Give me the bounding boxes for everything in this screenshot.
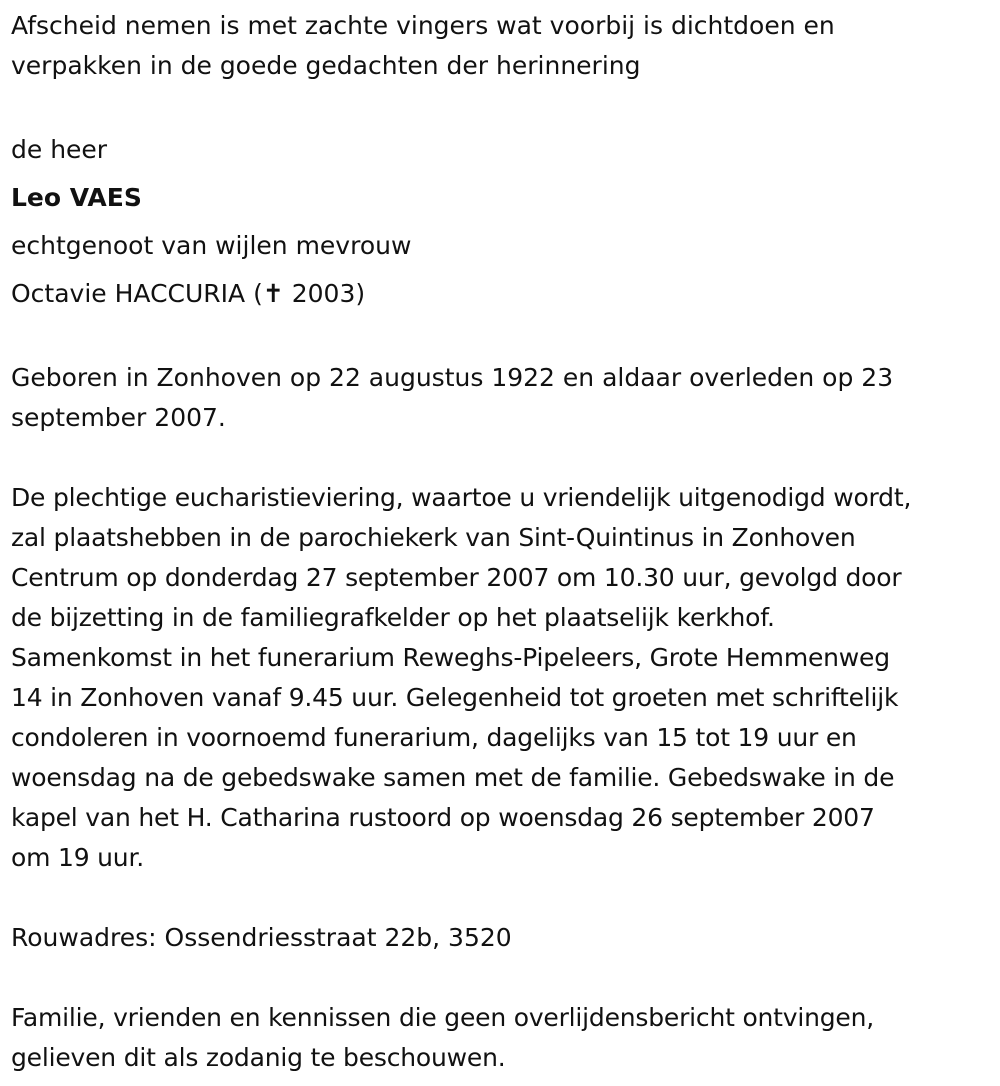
notice-line: gelieven dit als zodanig te beschouwen. <box>11 1043 506 1072</box>
ceremony-line: woensdag na de gebedswake samen met de familie. Gebedswake in de <box>11 763 895 792</box>
quote-line: verpakken in de goede gedachten der herinnering <box>11 51 641 80</box>
ceremony-line: Centrum op donderdag 27 september 2007 om 10.30 uur, gevolgd door <box>11 563 902 592</box>
deceased-block <box>11 126 988 318</box>
quote-block <box>11 6 988 86</box>
ceremony-line: om 19 uur. <box>11 843 144 872</box>
notice-block <box>11 998 988 1078</box>
mourning-address: Rouwadres: Ossendriesstraat 22b, 3520 <box>11 923 512 952</box>
deceased-relation: echtgenoot van wijlen mevrouw <box>11 231 412 260</box>
ceremony-line: condoleren in voornoemd funerarium, dagelijks van 15 tot 19 uur en <box>11 723 857 752</box>
deceased-spouse: Octavie HACCURIA (✝ 2003) <box>11 279 366 308</box>
ceremony-line: zal plaatshebben in de parochiekerk van Sint-Quintinus in Zonhoven <box>11 523 856 552</box>
ceremony-block <box>11 478 988 878</box>
birth-death-line: september 2007. <box>11 403 226 432</box>
quote-line: Afscheid nemen is met zachte vingers wat voorbij is dichtdoen en <box>11 11 835 40</box>
deceased-title: de heer <box>11 135 108 164</box>
ceremony-line: de bijzetting in de familiegrafkelder op het plaatselijk kerkhof. <box>11 603 775 632</box>
ceremony-line: 14 in Zonhoven vanaf 9.45 uur. Gelegenheid tot groeten met schriftelijk <box>11 683 899 712</box>
ceremony-line: De plechtige eucharistieviering, waartoe u vriendelijk uitgenodigd wordt, <box>11 483 912 512</box>
birth-death-block <box>11 358 988 438</box>
birth-death-line: Geboren in Zonhoven op 22 augustus 1922 en aldaar overleden op 23 <box>11 363 894 392</box>
notice-line: Familie, vrienden en kennissen die geen overlijdensbericht ontvingen, <box>11 1003 875 1032</box>
deceased-name: Leo VAES <box>11 183 142 212</box>
ceremony-line: Samenkomst in het funerarium Reweghs-Pipeleers, Grote Hemmenweg <box>11 643 890 672</box>
address-block <box>11 918 988 958</box>
ceremony-line: kapel van het H. Catharina rustoord op woensdag 26 september 2007 <box>11 803 875 832</box>
